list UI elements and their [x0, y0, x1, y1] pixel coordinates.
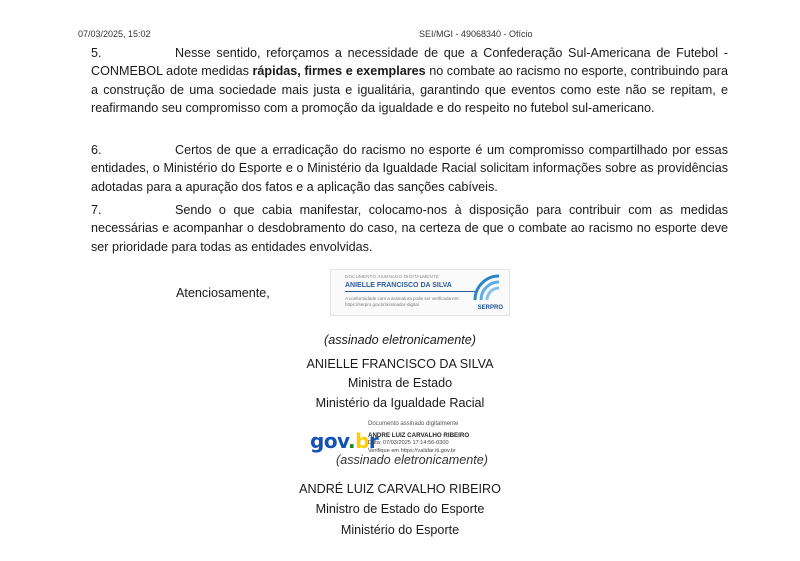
- stamp-caption: Documento assinado digitalmente: [368, 421, 459, 427]
- signatory-1-role: Ministra de Estado: [347, 376, 453, 390]
- paragraph-text-cont: no combate ao racismo no esporte, contribuindo para a construção de uma sociedade mais justa e igualitária, garantindo que eventos como este não se repitam, e reafirmando seu compromisso com a promoção da igualdade e do respeito no futebol sul-americano.: [91, 64, 728, 116]
- paragraph-text: Sendo o que cabia manifestar, colocamo-nos à disposição para contribuir com as medidas necessárias e acompanhar o desdobramento do caso, na certeza de que o combate ao racismo no esporte deve ser prioridade para todas as entidades envolvidas.: [91, 203, 728, 254]
- digital-signature-stamp-serpro: [330, 269, 510, 316]
- stamp-date: Data: 07/03/2025 17:14:56-0300: [368, 440, 449, 446]
- stamp-verify-url: Verifique em https://validar.iti.gov.br: [368, 448, 456, 454]
- stamp-divider: [345, 291, 475, 292]
- paragraph-5: 5. Nesse sentido, reforçamos a necessidade de que a Confederação Sul-Americana de Futebol - CONMEBOL adote medidas rápidas, firmes e exemplares no combate ao racismo no esporte, contribuindo para a construção de uma sociedade mais justa e igualitária, garantindo que eventos como este não se repitam, e reafirmando seu compromisso com a promoção da igualdade e do respeito no futebol sul-americano.: [91, 46, 728, 116]
- stamp-verify-url: https://serpro.gov.br/assinador-digital: [345, 302, 419, 307]
- paragraph-emphasis: rápidas, firmes e exemplares: [252, 64, 426, 79]
- paragraph-text: Nesse sentido, reforçamos a necessidade de que a Confederação Sul-Americana de Futebol - CONMEBOL adote medidas: [91, 46, 728, 79]
- signed-electronically-note-obscured: (assinado eletronicamente): [336, 453, 488, 467]
- govbr-logo: gov.br: [310, 429, 379, 453]
- document-reference: SEI/MGI - 49068340 - Ofício: [419, 29, 533, 39]
- closing-salutation: Atenciosamente,: [176, 286, 270, 300]
- paragraph-text: Certos de que a erradicação do racismo no esporte é um compromisso compartilhado por essas entidades, o Ministério do Esporte e o Ministério da Igualdade Racial solicitam informações sobre as providências adotadas para a apuração dos fatos e a aplicação das sanções cabíveis.: [91, 143, 728, 194]
- stamp-signer-name: ANIELLE FRANCISCO DA SILVA: [345, 282, 452, 289]
- paragraph-7: 7. Sendo o que cabia manifestar, colocamo-nos à disposição para contribuir com as medidas necessárias e acompanhar o desdobramento do caso, na certeza de que o combate ao racismo no esporte deve ser prioridade para todas as entidades envolvidas.: [91, 203, 728, 254]
- stamp-note: A conformidade com a assinatura pode ser verificada em:: [345, 296, 460, 301]
- signatory-2-name: ANDRÉ LUIZ CARVALHO RIBEIRO: [299, 482, 501, 496]
- signatory-2-role: Ministro de Estado do Esporte: [315, 502, 485, 516]
- print-datetime: 07/03/2025, 15:02: [78, 29, 151, 39]
- signatory-1-ministry: Ministério da Igualdade Racial: [315, 396, 485, 410]
- serpro-logo: SERPRO: [477, 305, 503, 311]
- stamp-caption: DOCUMENTO ASSINADO DIGITALMENTE: [345, 274, 440, 279]
- signatory-1-name: ANIELLE FRANCISCO DA SILVA: [306, 357, 494, 371]
- stamp-signer-name: ANDRE LUIZ CARVALHO RIBEIRO: [368, 432, 470, 439]
- signatory-2-ministry: Ministério do Esporte: [340, 523, 460, 537]
- paragraph-6: 6. Certos de que a erradicação do racismo no esporte é um compromisso compartilhado por essas entidades, o Ministério do Esporte e o Ministério da Igualdade Racial solicitam informações sobre as providências adotadas para a apuração dos fatos e a aplicação das sanções cabíveis.: [91, 143, 728, 194]
- serpro-arc-icon: [473, 274, 503, 300]
- signed-electronically-note: (assinado eletronicamente): [324, 333, 476, 347]
